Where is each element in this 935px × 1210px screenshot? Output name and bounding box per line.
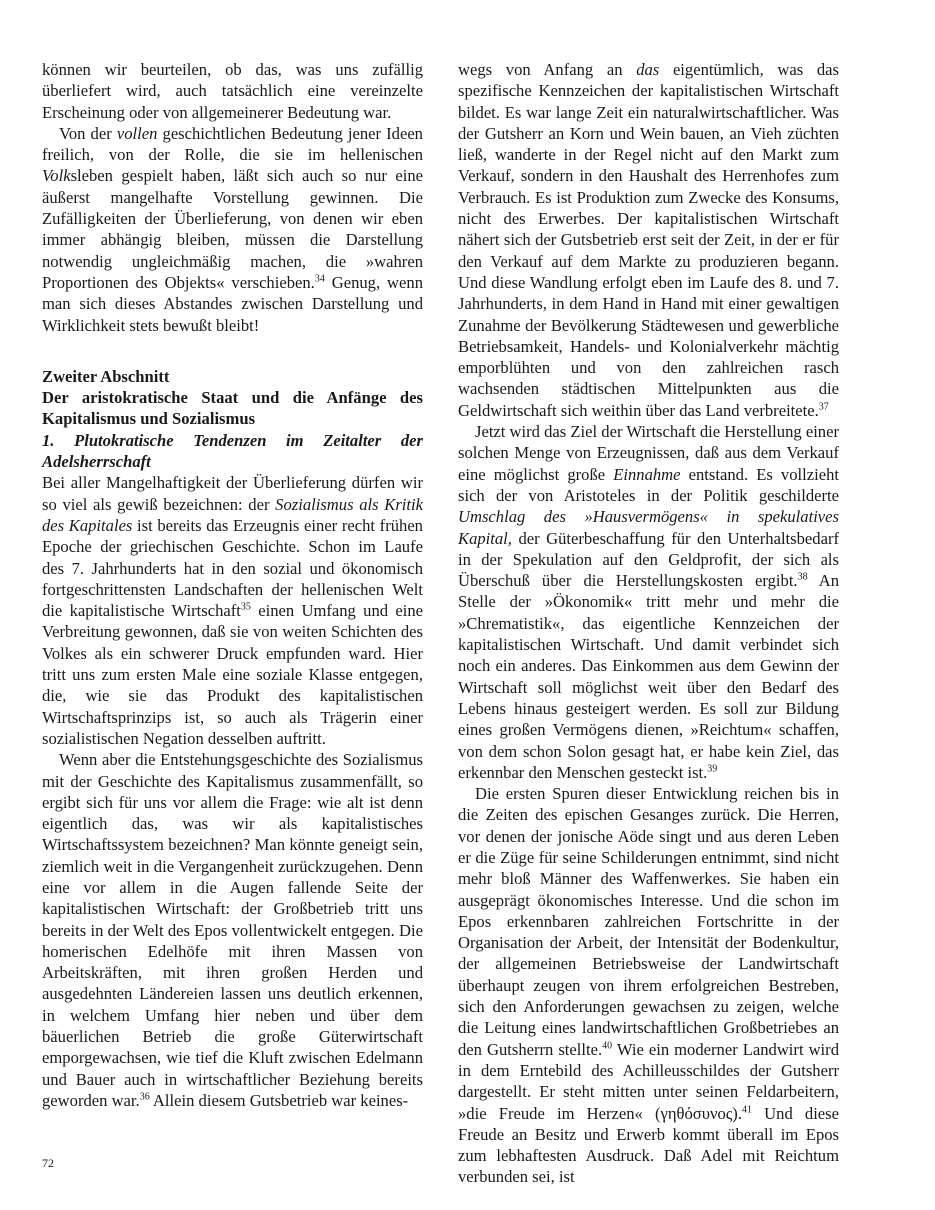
footnote-marker: 40 (602, 1040, 613, 1052)
italic-text: Volk (42, 166, 71, 186)
paragraph (458, 421, 839, 783)
paragraph (42, 59, 423, 123)
text-run: sleben gespielt haben, läßt sich auch so nur eine äußerst mangelhafte Vorstellung gewinnen. Die Zufälligkeiten der Überlieferung, von denen wir eben immer abhängig bleiben, müssen die Darstellung notwendig ungleichmäßig machen, die »wahren Proportionen des Objekts« verschieben. (42, 166, 423, 292)
paragraph (42, 749, 423, 1111)
right-column (458, 59, 839, 1188)
text-run: Allein diesem Gutsbetrieb war keines- (149, 1090, 409, 1110)
text-run: eigentümlich, was das spezifische Kennzeichen der kapitalistischen Wirtschaft bildet. Es war lange Zeit ein naturalwirtschaftlicher. Was der Gutsherr an Korn und Wein bauen, an Vieh züchten ließ, wanderte in der Regel nicht auf den Markt zum Verkauf, sondern in den Haushalt des Herrenhofes zum Verbrauch. Es ist Produktion zum Zwecke des Konsums, nicht des Erwerbes. Der kapitalistischen Wirtschaft nähert sich der Gutsbetrieb erst seit der Zeit, in der er für den Verkauf auf dem Markte zu produzieren begann. Und diese Wandlung erfolgt eben im Laufe des 8. und 7. Jahrhunderts, in dem Hand in Hand mit einer gewaltigen Zunahme der Bevölkerung Städtewesen und gewerbliche Betriebsamkeit, Handels- und Kolonialverkehr mächtig emporblühten und von den zahlreichen rasch wachsenden städtischen Mittelpunkten aus die Geldwirtschaft sich weithin über das Land verbreitete. (458, 60, 839, 420)
italic-text: Einnahme (613, 464, 681, 484)
italic-text: Umschlag des »Hausvermögens« in spekulatives Kapital, (458, 507, 839, 548)
text-run: ist bereits das Erzeugnis einer recht frühen Epoche der griechischen Geschichte. Schon im Laufe des 7. Jahrhunderts hat in den sozial und ökonomisch fortgeschrittensten Landschaften der hellenischen Welt die kapitalistische Wirtschaft (42, 515, 423, 621)
left-column (42, 59, 423, 1111)
text-run: Jetzt wird das Ziel der Wirtschaft die Herstellung einer solchen Menge von Erzeugnissen, daß aus dem Verkauf eine möglichst große (458, 422, 839, 484)
text-run: Wie ein moderner Landwirt wird in dem Erntebild des Achilleusschildes der Gutsherr dargestellt. Er steht mitten unter seinen Feldarbeitern, »die Freude im Herzen« (γηθόσυνος). (458, 1039, 839, 1123)
text-run: Wenn aber die Entstehungsgeschichte des Sozialismus mit der Geschichte des Kapitalismus zusammenfällt, so ergibt sich für uns vor allem die Frage: wie alt ist denn eigentlich das, was wir als kapitalistisches Wirtschaftssystem bezeichnen? Man könnte geneigt sein, ziemlich weit in die Vergangenheit zurückzugehen. Denn eine vor allem in die Augen fallende Seite der kapitalistischen Wirtschaft: der Großbetrieb tritt uns bereits in der Welt des Epos vollentwickelt entgegen. Die homerischen Edelhöfe mit ihren Massen von Arbeitskräften, mit ihren großen Herden und ausgedehnten Ländereien lassen uns deutlich erkennen, in welchem Umfang hier neben und über dem bäuerlichen Betrieb die große Güterwirtschaft emporgewachsen, wie tief die Kluft zwischen Edelmann und Bauer auch in wirtschaftlicher Beziehung bereits geworden war. (42, 750, 423, 1110)
footnote-marker: 34 (314, 273, 325, 285)
footnote-marker: 41 (742, 1104, 752, 1116)
paragraph (458, 783, 839, 1188)
text-run: entstand. Es vollzieht sich der von Aristoteles in der Politik geschilderte (458, 464, 839, 505)
footnote-marker: 38 (797, 571, 808, 583)
section-label: Zweiter Abschnitt (42, 366, 170, 386)
footnote-marker: 37 (818, 401, 829, 413)
text-run: können wir beurteilen, ob das, was uns zufällig überliefert wird, auch tatsächlich eine vereinzelte Erscheinung oder von allgemeinerer Bedeutung war. (42, 60, 423, 122)
text-run: Bei aller Mangelhaftigkeit der Überlieferung dürfen wir so viel als gewiß bezeichnen: der (42, 473, 423, 514)
text-run: Die ersten Spuren dieser Entwicklung reichen bis in die Zeiten des epischen Gesanges zurück. Die Herren, vor denen der jonische Aöde singt und aus deren Leben er die Züge für seine Schilderungen entnimmt, sind nicht mehr bloß Männer des Waffenwerkes. Sie haben ein ausgeprägt ökonomisches Interesse. Und die schon im Epos erkennbaren zahlreichen Fortschritte in der Organisation der Arbeit, der Intensität der Bodenkultur, der allgemeinen Betriebsweise der Landwirtschaft überhaupt zeugen von ihrem erfolgreichen Bestreben, sich den Anforderungen gewachsen zu zeigen, welche die Leitung eines landwirtschaftlichen Großbetriebes an den Gutsherrn stellte. (458, 784, 839, 1059)
paragraph (458, 59, 839, 421)
italic-text: Sozialismus als Kritik des Kapitales (42, 494, 424, 535)
subsection-title: 1. Plutokratische Tendenzen im Zeitalter der Adelsherrschaft (42, 430, 423, 472)
paragraph (42, 472, 423, 749)
text-run: einen Umfang und eine Verbreitung gewonnen, daß sie von weiten Schichten des Volkes als ein schwerer Druck empfunden ward. Hier tritt uns zum ersten Male eine soziale Klasse entgegen, die, wie sie das Produkt des kapitalistischen Wirtschaftsprinzips ist, so auch als Trägerin einer sozialistischen Negation desselben auftritt. (42, 601, 424, 748)
page-number: 72 (42, 1156, 54, 1170)
text-run: wegs von Anfang an (458, 60, 637, 79)
paragraph (42, 123, 423, 336)
text-run: Genug, wenn man sich dieses Abstandes zwischen Darstellung und Wirklichkeit stets bewußt bleibt! (42, 272, 423, 335)
text-run: An Stelle der »Ökonomik« tritt mehr und mehr die »Chrematistik«, das eigentliche Kennzeichen der kapitalistischen Wirtschaft. Und damit verbindet sich noch ein anderes. Das Einkommen aus dem Gewinn der Wirtschaft soll möglichst weit über den Bedarf des Lebens hinaus gesteigert werden. Es soll zur Bildung eines großen Vermögens dienen, »Reichtum« schaffen, von dem schon Solon gesagt hat, er habe kein Ziel, das erkennbar den Menschen gesteckt ist. (458, 571, 839, 782)
footnote-marker: 35 (240, 601, 251, 613)
italic-text: vollen (116, 123, 158, 143)
footnote-marker: 36 (139, 1091, 150, 1103)
section-title: Der aristokratische Staat und die Anfänge des Kapitalismus und Sozialismus (42, 388, 423, 429)
text-run: geschichtlichen Bedeutung jener Ideen freilich, von der Rolle, die sie im hellenischen (42, 123, 423, 165)
text-run: Und diese Freude an Besitz und Erwerb kommt überall im Epos zum lebhaftesten Ausdruck. Daß Adel mit Reichtum verbunden sei, ist (458, 1103, 839, 1187)
text-run: der Güterbeschaffung für den Unterhaltsbedarf in der Spekulation auf den Geldprofit, der sich als Überschuß über die Herstellungskosten ergibt. (458, 528, 839, 591)
text-run: Von der (59, 123, 117, 143)
italic-text: das (636, 60, 660, 79)
footnote-marker: 39 (707, 763, 718, 775)
